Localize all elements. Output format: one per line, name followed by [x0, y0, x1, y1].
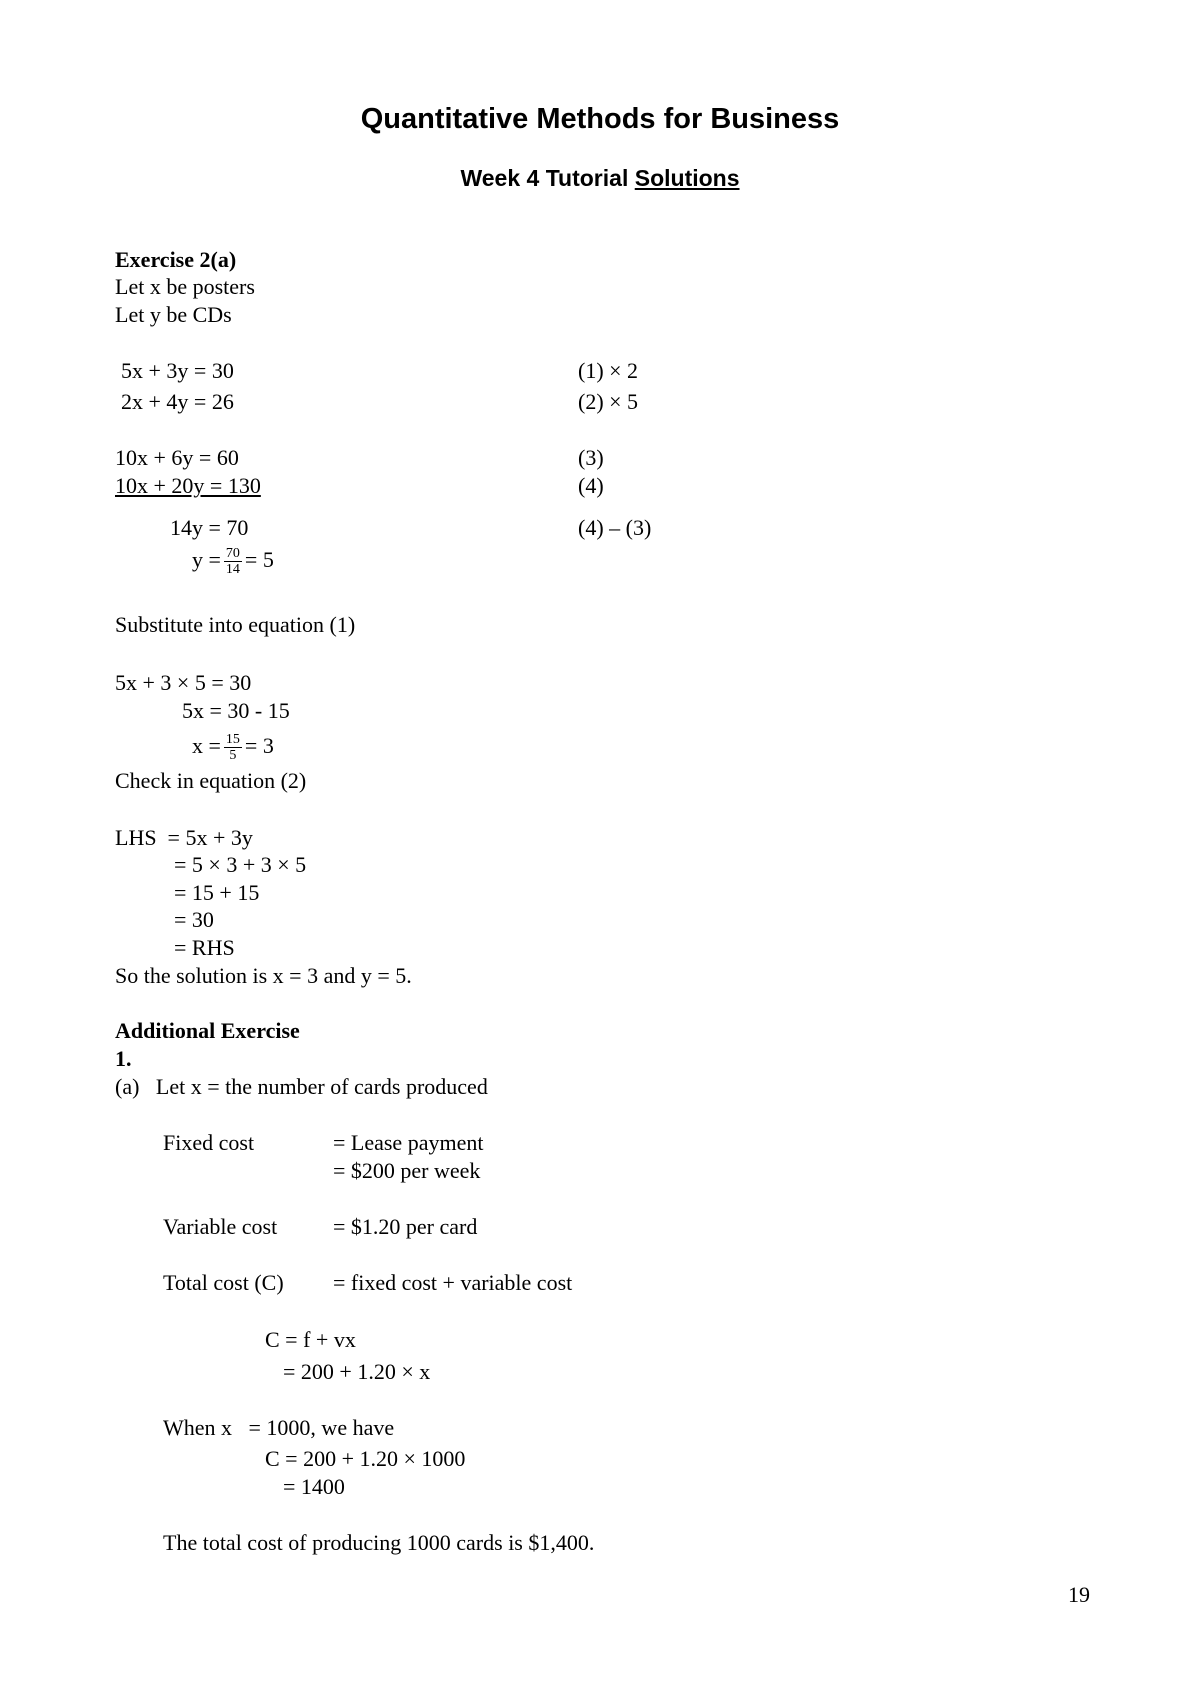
conclusion-line: The total cost of producing 1000 cards is $1,400. — [163, 1530, 595, 1555]
variable-cost-value: = $1.20 per card — [333, 1214, 478, 1239]
equation-5-note: (4) – (3) — [578, 515, 652, 540]
y-solution — [192, 542, 274, 578]
equation-2-note: (2) × 5 — [578, 389, 639, 414]
x-solution-rhs: = 3 — [244, 733, 274, 758]
y-solution-rhs: = 5 — [244, 547, 274, 572]
cost-equation-3: C = 200 + 1.20 × 1000 — [265, 1446, 466, 1471]
equation-5: 14y = 70 — [170, 515, 249, 540]
fixed-cost-value-2: = $200 per week — [333, 1158, 481, 1183]
y-solution-lhs: y = — [192, 547, 221, 572]
subtitle-solutions: Solutions — [634, 165, 740, 191]
when-line: When x = 1000, we have — [163, 1415, 395, 1440]
equation-4: 10x + 20y = 130 — [115, 473, 261, 498]
lhs-line-2: = 5 × 3 + 3 × 5 — [174, 852, 307, 877]
cost-equation-4: = 1400 — [283, 1474, 345, 1499]
fixed-cost-label: Fixed cost — [163, 1130, 255, 1155]
additional-heading: Additional Exercise — [115, 1018, 300, 1043]
y-fraction-numerator: 70 — [225, 546, 240, 562]
x-solution — [192, 728, 274, 764]
part-a-line: (a) Let x = the number of cards produced — [115, 1074, 488, 1099]
substitution-step-1: 5x + 3 × 5 = 30 — [115, 670, 252, 695]
page-number: 19 — [1068, 1582, 1090, 1607]
lhs-line-5: = RHS — [174, 935, 235, 960]
x-fraction-numerator: 15 — [225, 732, 240, 748]
equation-3: 10x + 6y = 60 — [115, 445, 239, 470]
equation-2: 2x + 4y = 26 — [121, 389, 234, 414]
x-fraction-denominator: 5 — [229, 748, 237, 764]
let-x-line: Let x be posters — [115, 274, 255, 299]
y-fraction — [224, 546, 242, 577]
equation-1-note: (1) × 2 — [578, 358, 639, 383]
x-fraction — [224, 732, 242, 763]
let-y-line: Let y be CDs — [115, 302, 232, 327]
substitute-line: Substitute into equation (1) — [115, 612, 356, 637]
solution-line: So the solution is x = 3 and y = 5. — [115, 963, 412, 988]
document-subtitle — [0, 165, 1200, 191]
variable-cost-label: Variable cost — [163, 1214, 278, 1239]
lhs-line-3: = 15 + 15 — [174, 880, 260, 905]
document-title: Quantitative Methods for Business — [360, 103, 840, 135]
lhs-line-4: = 30 — [174, 907, 214, 932]
substitution-step-2: 5x = 30 - 15 — [182, 698, 290, 723]
equation-3-note: (3) — [578, 445, 604, 470]
equation-4-note: (4) — [578, 473, 604, 498]
y-fraction-denominator: 14 — [225, 562, 240, 578]
check-line: Check in equation (2) — [115, 768, 307, 793]
subtitle-prefix: Week 4 Tutorial — [460, 165, 635, 191]
additional-number: 1. — [115, 1046, 132, 1071]
fixed-cost-value-1: = Lease payment — [333, 1130, 484, 1155]
total-cost-value: = fixed cost + variable cost — [333, 1270, 573, 1295]
cost-equation-2: = 200 + 1.20 × x — [283, 1359, 431, 1384]
cost-equation-1: C = f + vx — [265, 1327, 356, 1352]
x-solution-lhs: x = — [192, 733, 221, 758]
exercise-heading: Exercise 2(a) — [115, 247, 237, 272]
equation-1: 5x + 3y = 30 — [121, 358, 234, 383]
total-cost-label: Total cost (C) — [163, 1270, 284, 1295]
lhs-line-1: LHS = 5x + 3y — [115, 825, 253, 850]
